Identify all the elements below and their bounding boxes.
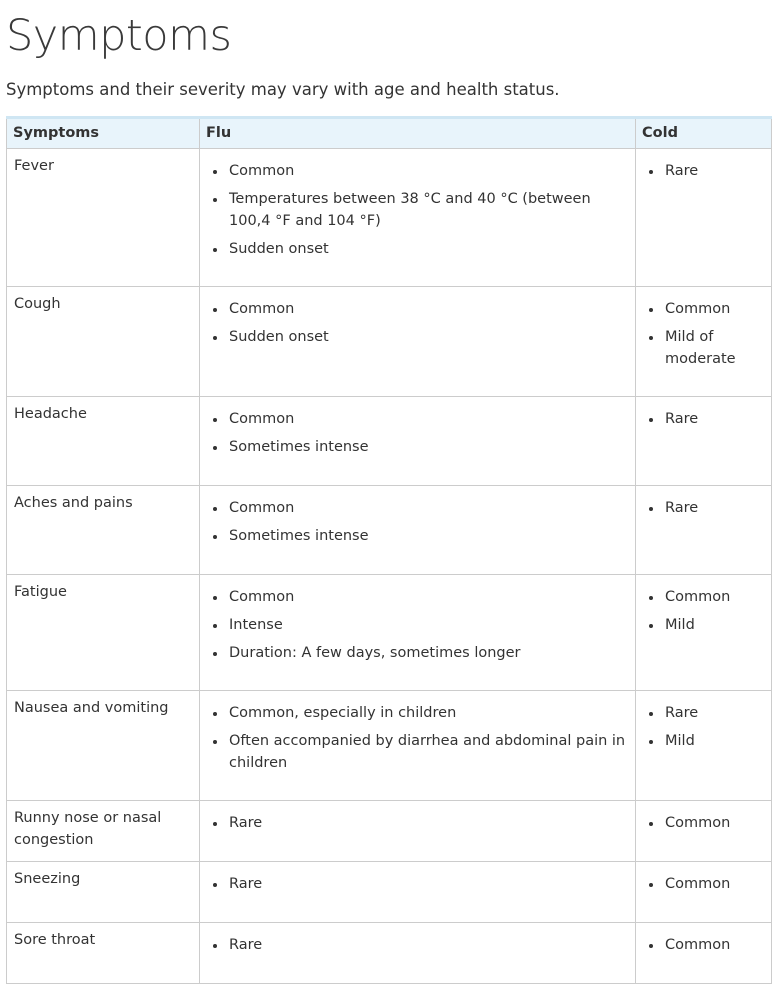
list-item: Sometimes intense <box>229 526 629 548</box>
flu-cell <box>200 801 636 862</box>
list-item: Common <box>229 587 629 609</box>
table-row <box>7 287 772 397</box>
list-item: Common <box>665 299 765 321</box>
cold-bullet-list <box>636 299 765 370</box>
list-item: Rare <box>665 161 765 183</box>
flu-cell <box>200 287 636 397</box>
symptom-name: Sneezing <box>7 862 200 923</box>
list-item: Mild <box>665 615 765 637</box>
list-item: Common <box>665 587 765 609</box>
table-row <box>7 149 772 287</box>
cold-cell <box>636 923 772 984</box>
list-item: Sometimes intense <box>229 437 629 459</box>
cold-cell <box>636 149 772 287</box>
symptom-name: Sore throat <box>7 923 200 984</box>
cold-bullet-list <box>636 587 765 637</box>
table-row <box>7 575 772 691</box>
list-item: Often accompanied by diarrhea and abdominal pain in children <box>229 731 629 774</box>
list-item: Common, especially in children <box>229 703 629 725</box>
list-item: Common <box>665 935 765 957</box>
cold-cell <box>636 575 772 691</box>
list-item: Mild <box>665 731 765 753</box>
flu-cell <box>200 149 636 287</box>
list-item: Rare <box>665 498 765 520</box>
list-item: Sudden onset <box>229 327 629 349</box>
flu-bullet-list <box>200 409 629 459</box>
flu-cell <box>200 923 636 984</box>
list-item: Intense <box>229 615 629 637</box>
cold-bullet-list <box>636 703 765 753</box>
flu-bullet-list <box>200 161 629 260</box>
flu-cell <box>200 397 636 486</box>
flu-bullet-list <box>200 299 629 349</box>
list-item: Common <box>665 874 765 896</box>
symptom-name: Fever <box>7 149 200 287</box>
cold-cell <box>636 691 772 801</box>
table-header-row <box>7 118 772 149</box>
intro-text: Symptoms and their severity may vary with age and health status. <box>6 80 560 99</box>
list-item: Duration: A few days, sometimes longer <box>229 643 629 665</box>
list-item: Mild of moderate <box>665 327 765 370</box>
table-row <box>7 397 772 486</box>
flu-bullet-list <box>200 874 629 896</box>
cold-bullet-list <box>636 498 765 520</box>
symptom-name: Nausea and vomiting <box>7 691 200 801</box>
flu-bullet-list <box>200 587 629 665</box>
symptom-name: Fatigue <box>7 575 200 691</box>
cold-cell <box>636 397 772 486</box>
flu-bullet-list <box>200 813 629 835</box>
flu-cell <box>200 862 636 923</box>
list-item: Common <box>665 813 765 835</box>
symptom-comparison-table <box>6 116 772 984</box>
cold-bullet-list <box>636 874 765 896</box>
list-item: Temperatures between 38 °C and 40 °C (between 100,4 °F and 104 °F) <box>229 189 629 232</box>
cold-cell <box>636 862 772 923</box>
cold-bullet-list <box>636 813 765 835</box>
cold-bullet-list <box>636 161 765 183</box>
flu-cell <box>200 691 636 801</box>
cold-bullet-list <box>636 935 765 957</box>
table-row <box>7 862 772 923</box>
list-item: Rare <box>665 703 765 725</box>
symptom-name: Aches and pains <box>7 486 200 575</box>
page-title: Symptoms <box>6 11 232 61</box>
symptom-name: Headache <box>7 397 200 486</box>
cold-cell <box>636 801 772 862</box>
flu-bullet-list <box>200 498 629 548</box>
cold-cell <box>636 486 772 575</box>
table-row <box>7 691 772 801</box>
list-item: Sudden onset <box>229 239 629 261</box>
header-flu: Flu <box>200 118 636 149</box>
flu-cell <box>200 486 636 575</box>
table-row <box>7 486 772 575</box>
table-row <box>7 801 772 862</box>
list-item: Common <box>229 299 629 321</box>
flu-bullet-list <box>200 935 629 957</box>
list-item: Common <box>229 409 629 431</box>
list-item: Common <box>229 498 629 520</box>
header-symptoms: Symptoms <box>7 118 200 149</box>
symptom-name: Runny nose or nasal congestion <box>7 801 200 862</box>
flu-cell <box>200 575 636 691</box>
list-item: Common <box>229 161 629 183</box>
list-item: Rare <box>229 813 629 835</box>
symptom-name: Cough <box>7 287 200 397</box>
flu-bullet-list <box>200 703 629 774</box>
cold-cell <box>636 287 772 397</box>
cold-bullet-list <box>636 409 765 431</box>
list-item: Rare <box>229 935 629 957</box>
header-cold: Cold <box>636 118 772 149</box>
list-item: Rare <box>665 409 765 431</box>
list-item: Rare <box>229 874 629 896</box>
table-row <box>7 923 772 984</box>
